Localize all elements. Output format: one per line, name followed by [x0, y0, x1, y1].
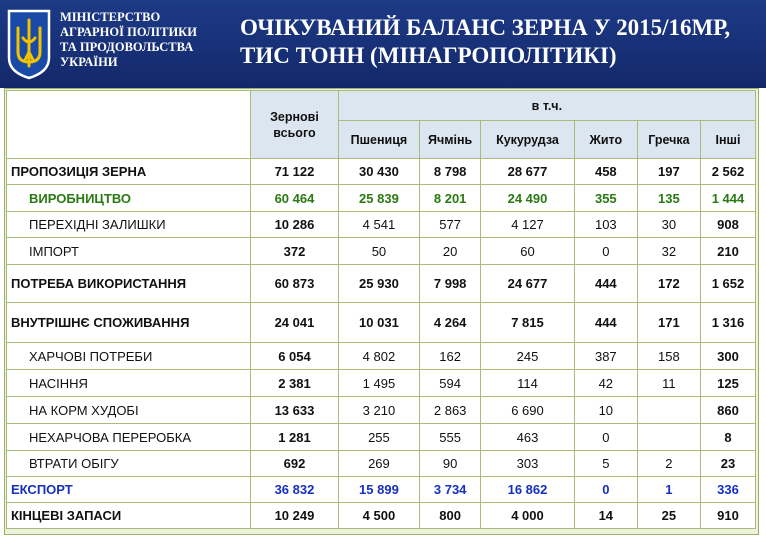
column-header: Гречка: [637, 121, 700, 159]
value-cell: 4 541: [338, 212, 419, 238]
value-cell: 594: [420, 370, 481, 397]
value-cell: 1 444: [700, 185, 755, 212]
value-cell: 800: [420, 503, 481, 529]
value-cell: 11: [637, 370, 700, 397]
row-label: ХАРЧОВІ ПОТРЕБИ: [7, 343, 251, 370]
value-cell: 908: [700, 212, 755, 238]
value-cell: 463: [481, 424, 575, 451]
value-cell: 0: [574, 424, 637, 451]
value-cell: 32: [637, 238, 700, 265]
value-cell: 555: [420, 424, 481, 451]
value-cell: 30 430: [338, 159, 419, 185]
total-cell: 24 041: [251, 303, 339, 343]
value-cell: 15 899: [338, 477, 419, 503]
value-cell: 303: [481, 451, 575, 477]
row-label: ВТРАТИ ОБІГУ: [7, 451, 251, 477]
value-cell: 172: [637, 265, 700, 303]
value-cell: 197: [637, 159, 700, 185]
table-row-industrial-processing: [7, 424, 756, 451]
column-header: Пшениця: [338, 121, 419, 159]
total-cell: 60 873: [251, 265, 339, 303]
table-row-total-use: [7, 265, 756, 303]
value-cell: 2 562: [700, 159, 755, 185]
value-cell: 28 677: [481, 159, 575, 185]
total-cell: 1 281: [251, 424, 339, 451]
ministry-line: ТА ПРОДОВОЛЬСТВА: [60, 40, 194, 54]
table-row-seed: [7, 370, 756, 397]
column-header: Ячмінь: [420, 121, 481, 159]
row-label: ІМПОРТ: [7, 238, 251, 265]
column-header: Жито: [574, 121, 637, 159]
value-cell: 2 863: [420, 397, 481, 424]
value-cell: 255: [338, 424, 419, 451]
table-row-domestic-consumption: [7, 303, 756, 343]
page-title: [240, 14, 760, 70]
value-cell: 90: [420, 451, 481, 477]
value-cell: 269: [338, 451, 419, 477]
value-cell: 50: [338, 238, 419, 265]
value-cell: 25 839: [338, 185, 419, 212]
value-cell: 300: [700, 343, 755, 370]
total-cell: 60 464: [251, 185, 339, 212]
value-cell: [637, 397, 700, 424]
value-cell: 3 210: [338, 397, 419, 424]
row-label: НАСІННЯ: [7, 370, 251, 397]
total-cell: 692: [251, 451, 339, 477]
total-cell: 372: [251, 238, 339, 265]
value-cell: 245: [481, 343, 575, 370]
value-cell: 336: [700, 477, 755, 503]
value-cell: 5: [574, 451, 637, 477]
row-label: ПРОПОЗИЦІЯ ЗЕРНА: [7, 159, 251, 185]
row-label: КІНЦЕВІ ЗАПАСИ: [7, 503, 251, 529]
value-cell: 1 495: [338, 370, 419, 397]
value-cell: 30: [637, 212, 700, 238]
value-cell: 23: [700, 451, 755, 477]
value-cell: 2: [637, 451, 700, 477]
row-label: ПЕРЕХІДНІ ЗАЛИШКИ: [7, 212, 251, 238]
row-label: ВНУТРІШНЄ СПОЖИВАННЯ: [7, 303, 251, 343]
value-cell: 14: [574, 503, 637, 529]
value-cell: 4 264: [420, 303, 481, 343]
value-cell: 162: [420, 343, 481, 370]
value-cell: 0: [574, 477, 637, 503]
title-line-1: ОЧІКУВАНИЙ БАЛАНС ЗЕРНА У 2015/16МР,: [240, 15, 731, 40]
value-cell: 1: [637, 477, 700, 503]
total-cell: 10 286: [251, 212, 339, 238]
value-cell: 4 000: [481, 503, 575, 529]
ministry-line: АГРАРНОЇ ПОЛІТИКИ: [60, 25, 197, 39]
total-cell: 6 054: [251, 343, 339, 370]
value-cell: 42: [574, 370, 637, 397]
ministry-line: МІНІСТЕРСТВО: [60, 10, 161, 24]
row-label: НА КОРМ ХУДОБІ: [7, 397, 251, 424]
group-header: в т.ч.: [338, 91, 755, 121]
column-header: Кукурудза: [481, 121, 575, 159]
value-cell: 6 690: [481, 397, 575, 424]
value-cell: 7 998: [420, 265, 481, 303]
total-cell: 13 633: [251, 397, 339, 424]
total-cell: 71 122: [251, 159, 339, 185]
value-cell: 60: [481, 238, 575, 265]
table-row-import: [7, 238, 756, 265]
value-cell: 1 652: [700, 265, 755, 303]
value-cell: 8 201: [420, 185, 481, 212]
title-line-2: ТИС ТОНН (МІНАГРОПОЛІТИКІ): [240, 43, 617, 68]
row-label: ВИРОБНИЦТВО: [7, 185, 251, 212]
value-cell: 135: [637, 185, 700, 212]
table-row-food-use: [7, 343, 756, 370]
value-cell: 25: [637, 503, 700, 529]
row-label: НЕХАРЧОВА ПЕРЕРОБКА: [7, 424, 251, 451]
ministry-name: [60, 10, 240, 70]
value-cell: 24 490: [481, 185, 575, 212]
table-row-ending-stocks: [7, 503, 756, 529]
value-cell: 4 500: [338, 503, 419, 529]
value-cell: 8: [700, 424, 755, 451]
value-cell: 4 127: [481, 212, 575, 238]
value-cell: 3 734: [420, 477, 481, 503]
value-cell: 210: [700, 238, 755, 265]
value-cell: 355: [574, 185, 637, 212]
value-cell: 860: [700, 397, 755, 424]
value-cell: 20: [420, 238, 481, 265]
total-cell: 36 832: [251, 477, 339, 503]
corner-cell: [7, 91, 251, 159]
value-cell: 387: [574, 343, 637, 370]
value-cell: 171: [637, 303, 700, 343]
value-cell: 7 815: [481, 303, 575, 343]
value-cell: 444: [574, 265, 637, 303]
table-row-feed: [7, 397, 756, 424]
value-cell: 16 862: [481, 477, 575, 503]
value-cell: 444: [574, 303, 637, 343]
value-cell: 10 031: [338, 303, 419, 343]
total-cell: 10 249: [251, 503, 339, 529]
value-cell: 114: [481, 370, 575, 397]
value-cell: 25 930: [338, 265, 419, 303]
value-cell: 125: [700, 370, 755, 397]
slide-header: [0, 0, 766, 88]
table-row-production: [7, 185, 756, 212]
value-cell: 8 798: [420, 159, 481, 185]
value-cell: 577: [420, 212, 481, 238]
row-label: ПОТРЕБА ВИКОРИСТАННЯ: [7, 265, 251, 303]
grain-balance-table: [6, 90, 756, 529]
value-cell: 103: [574, 212, 637, 238]
value-cell: 158: [637, 343, 700, 370]
value-cell: [637, 424, 700, 451]
value-cell: 0: [574, 238, 637, 265]
row-label: ЕКСПОРТ: [7, 477, 251, 503]
table-row-carryover-stocks: [7, 212, 756, 238]
ukraine-trident-emblem-icon: [6, 8, 52, 80]
value-cell: 458: [574, 159, 637, 185]
value-cell: 910: [700, 503, 755, 529]
value-cell: 10: [574, 397, 637, 424]
value-cell: 1 316: [700, 303, 755, 343]
ministry-line: УКРАЇНИ: [60, 55, 118, 69]
total-cell: 2 381: [251, 370, 339, 397]
value-cell: 24 677: [481, 265, 575, 303]
table-row-export: [7, 477, 756, 503]
table-row-supply: [7, 159, 756, 185]
value-cell: 4 802: [338, 343, 419, 370]
table-row-losses: [7, 451, 756, 477]
total-header: Зернові всього: [251, 91, 339, 159]
column-header: Інші: [700, 121, 755, 159]
